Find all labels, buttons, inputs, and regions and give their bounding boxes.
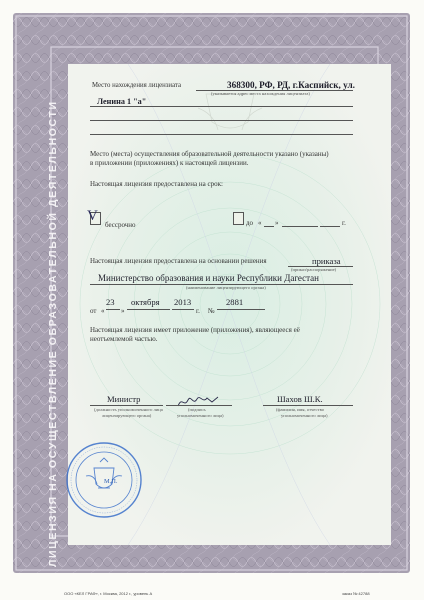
- decision-month: октября: [131, 297, 160, 307]
- location-value-line1: 368300, РФ, РД, г.Каспийск, ул.: [227, 80, 355, 90]
- appendix-line2: неотъемлемой частью.: [90, 335, 158, 343]
- name-line: [263, 405, 353, 406]
- location-underline-4: [90, 134, 353, 135]
- until-month-line: [282, 226, 318, 227]
- decision-number-line: [217, 309, 265, 310]
- order-number: заказ № 42788: [342, 591, 370, 596]
- limited-checkbox: [233, 212, 244, 225]
- unlimited-check-mark: V: [87, 208, 98, 224]
- name-caption-line1: (фамилия, имя, отчество: [276, 407, 325, 412]
- decision-year-suffix: г.: [196, 307, 200, 315]
- date-quote-open: «: [101, 307, 105, 315]
- location-caption: (указывается адрес места нахождения лицензиата): [211, 91, 310, 96]
- decision-day-line: [106, 309, 120, 310]
- decision-type: приказа: [312, 256, 341, 266]
- position-caption-line1: (должность уполномоченного лица: [94, 407, 163, 412]
- name-caption-line2: уполномоченного лица): [281, 413, 328, 418]
- appendix-line1: Настоящая лицензия имеет приложение (приложения), являющееся её: [90, 326, 300, 334]
- until-prefix: до: [246, 219, 254, 227]
- location-underline-3: [90, 120, 353, 121]
- activity-places-line2: в приложении (приложениях) к настоящей лицензии.: [90, 159, 249, 167]
- until-quote-open: «: [258, 219, 262, 227]
- signatory-name: Шахов Ш.К.: [277, 394, 323, 404]
- activity-places-line1: Место (места) осуществления образовательной деятельности указано (указаны): [90, 150, 329, 158]
- side-title: ЛИЦЕНЗИЯ НА ОСУЩЕСТВЛЕНИЕ ОБРАЗОВАТЕЛЬНОЙ ДЕЯТЕЛЬНОСТИ: [47, 100, 59, 567]
- from-label: от: [90, 307, 97, 315]
- location-underline-2: [90, 106, 353, 107]
- stamp-mp-label: М.П.: [104, 478, 118, 485]
- date-quote-close: »: [121, 307, 125, 315]
- position-line: [90, 405, 163, 406]
- number-label: №: [208, 307, 215, 315]
- until-year-line: [320, 226, 340, 227]
- location-value-line2: Ленина 1 "а": [97, 97, 147, 106]
- term-label: Настоящая лицензия предоставлена на срок:: [90, 180, 223, 188]
- decision-month-line: [127, 309, 170, 310]
- licensing-authority: Министерство образования и науки Республики Дагестан: [98, 273, 319, 283]
- until-year-suffix: г.: [342, 219, 346, 227]
- authority-caption: (наименование лицензирующего органа): [186, 285, 266, 290]
- decision-type-caption: (приказ/распоряжение): [291, 267, 337, 272]
- signatory-position: Министр: [107, 394, 141, 404]
- until-day-line: [264, 226, 274, 227]
- decision-day: 23: [106, 297, 115, 307]
- signature-caption-line1: (подпись: [188, 407, 206, 412]
- unlimited-label: бессрочно: [105, 221, 136, 229]
- position-caption-line2: лицензирующего органа): [102, 413, 152, 418]
- decision-number: 2881: [226, 297, 244, 307]
- decision-year: 2013: [174, 297, 192, 307]
- signature-line: [166, 405, 232, 406]
- decision-year-line: [172, 309, 194, 310]
- until-quote-close: »: [275, 219, 279, 227]
- printer-note: ООО «КЕЛ ГРАФ», г. Москва, 2012 г., уровень А: [64, 591, 153, 596]
- signature-caption-line2: уполномоченного лица): [177, 413, 224, 418]
- basis-text: Настоящая лицензия предоставлена на основании решения: [90, 257, 267, 265]
- location-label: Место нахождения лицензиата: [92, 82, 181, 89]
